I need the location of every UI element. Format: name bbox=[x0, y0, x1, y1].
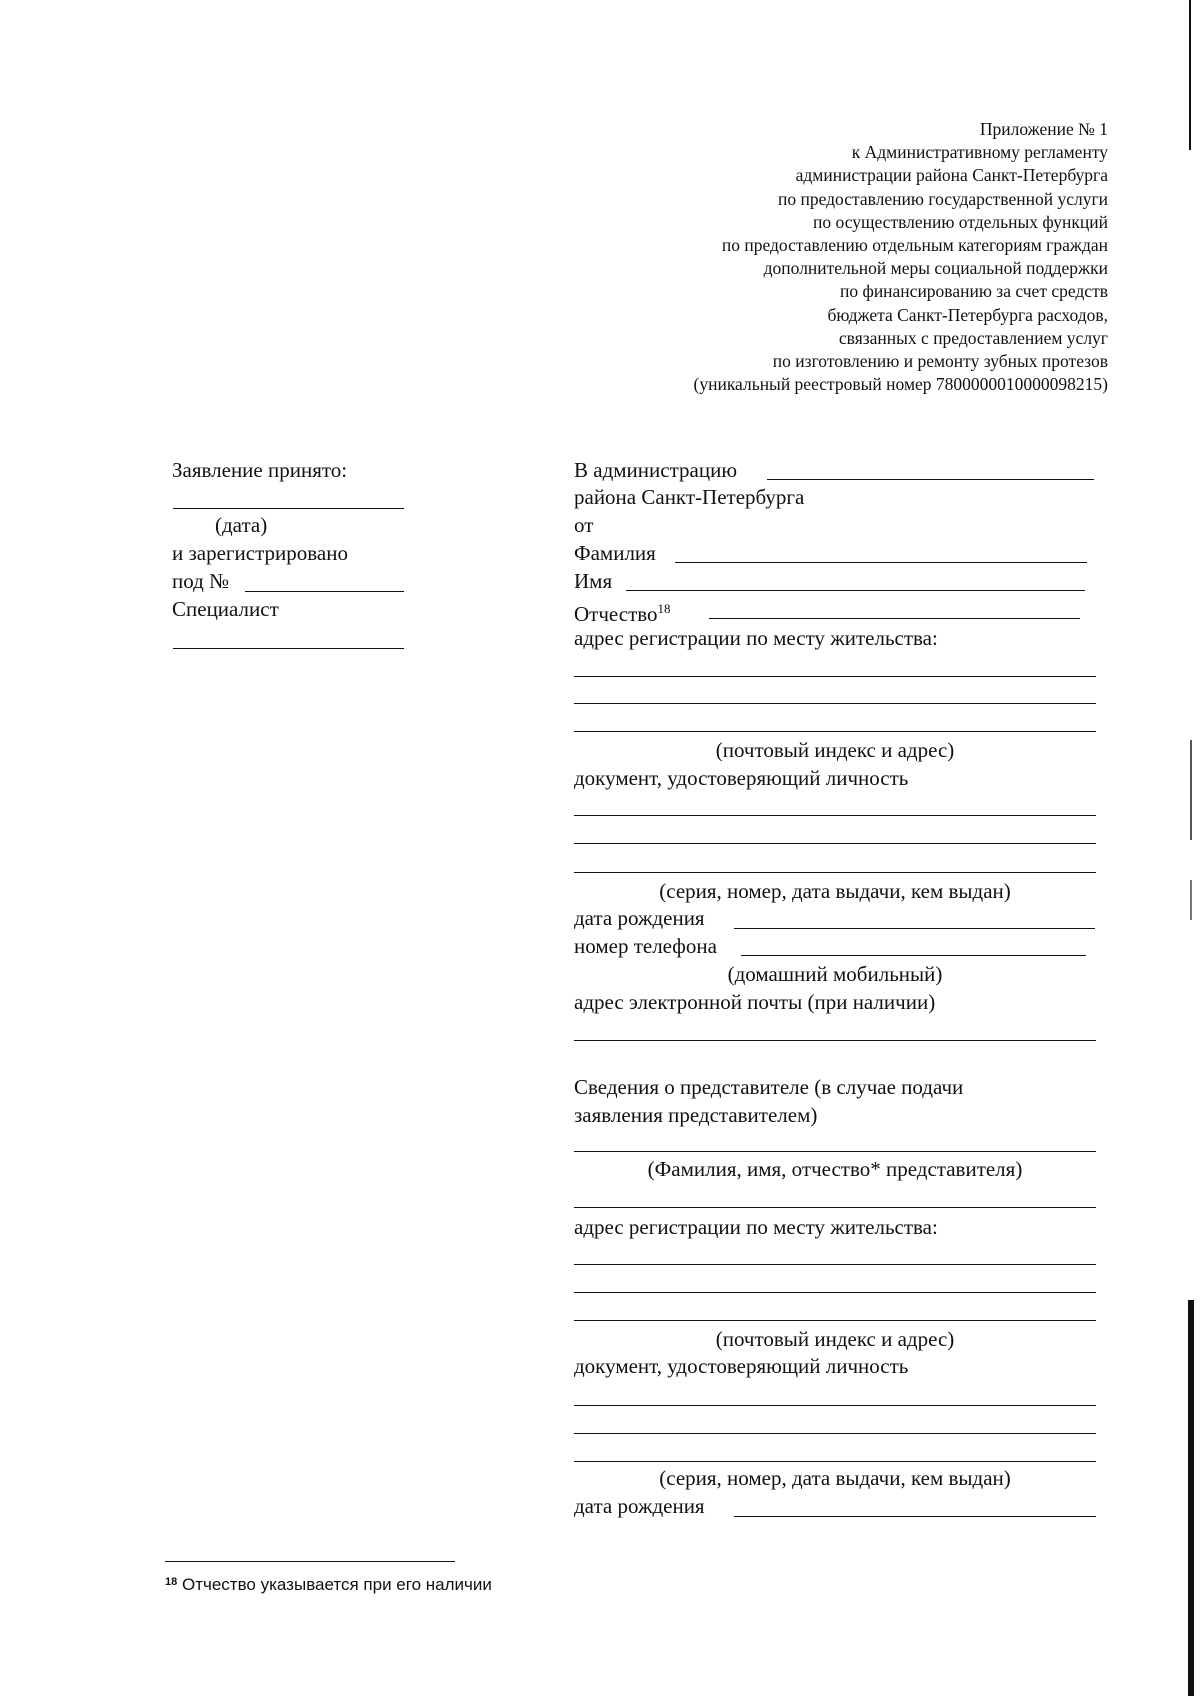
header-line: дополнительной меры социальной поддержки bbox=[763, 258, 1108, 279]
rep-address-line-3[interactable] bbox=[574, 1320, 1096, 1321]
registered-label: и зарегистрировано bbox=[172, 541, 348, 565]
rep-id-doc-line-2[interactable] bbox=[574, 1433, 1096, 1434]
email-line[interactable] bbox=[574, 1040, 1096, 1041]
footnote-text: Отчество указывается при его наличии bbox=[181, 1575, 492, 1594]
surname-line[interactable] bbox=[675, 562, 1087, 563]
rep-series-caption: (серия, номер, дата выдачи, кем выдан) bbox=[659, 1466, 1011, 1490]
surname-label: Фамилия bbox=[574, 541, 656, 565]
from-label: от bbox=[574, 513, 594, 537]
specialist-label: Специалист bbox=[172, 597, 279, 621]
series-caption: (серия, номер, дата выдачи, кем выдан) bbox=[659, 879, 1011, 903]
id-doc-line-1[interactable] bbox=[574, 815, 1096, 816]
footnote-separator bbox=[165, 1561, 455, 1562]
patronymic-line[interactable] bbox=[709, 618, 1080, 619]
rep-fio-caption: (Фамилия, имя, отчество* представителя) bbox=[647, 1157, 1023, 1181]
birth-date-line[interactable] bbox=[734, 928, 1095, 929]
to-admin-label: В администрацию bbox=[574, 458, 738, 482]
email-label: адрес электронной почты (при наличии) bbox=[574, 990, 936, 1014]
header-line: по предоставлению отдельным категориям граждан bbox=[721, 235, 1108, 256]
scan-edge-mark bbox=[1190, 880, 1192, 920]
header-line: по осуществлению отдельных функций bbox=[813, 211, 1108, 232]
name-label: Имя bbox=[574, 569, 613, 593]
rep-birth-date-line[interactable] bbox=[734, 1516, 1096, 1517]
admin-line[interactable] bbox=[767, 479, 1094, 480]
scan-edge-bar bbox=[1188, 1300, 1194, 1696]
date-caption: (дата) bbox=[215, 513, 268, 537]
id-doc-line-2[interactable] bbox=[574, 843, 1096, 844]
reg-number-line[interactable] bbox=[245, 591, 404, 592]
rep-id-doc-line-1[interactable] bbox=[574, 1405, 1096, 1406]
id-doc-label: документ, удостоверяющий личность bbox=[574, 766, 909, 790]
rep-postal-caption: (почтовый индекс и адрес) bbox=[715, 1327, 955, 1351]
phone-label: номер телефона bbox=[574, 934, 717, 958]
rep-address-line-1[interactable] bbox=[574, 1264, 1096, 1265]
address-line-1[interactable] bbox=[574, 676, 1096, 677]
header-line: по предоставлению государственной услуги bbox=[778, 188, 1108, 209]
number-label: под № bbox=[172, 569, 230, 593]
rep-reg-address-label: адрес регистрации по месту жительства: bbox=[574, 1215, 938, 1239]
accepted-label: Заявление принято: bbox=[172, 458, 348, 482]
header-line: по финансированию за счет средств bbox=[839, 281, 1108, 302]
phone-hint: (домашний мобильный) bbox=[727, 962, 943, 986]
header-line: связанных с предоставлением услуг bbox=[838, 327, 1108, 348]
rep-birth-date-label: дата рождения bbox=[574, 1494, 705, 1518]
birth-date-label: дата рождения bbox=[574, 906, 705, 930]
footnote-ref: 18 bbox=[657, 601, 671, 616]
scan-edge-mark bbox=[1189, 0, 1191, 150]
rep-extra-line[interactable] bbox=[574, 1207, 1096, 1208]
header-line: Приложение № 1 bbox=[979, 119, 1108, 139]
footnote bbox=[165, 1575, 492, 1595]
header-line: к Административному регламенту bbox=[851, 142, 1108, 163]
rep-info-line-2: заявления представителем) bbox=[574, 1103, 818, 1127]
appendix-header bbox=[548, 118, 1108, 396]
header-line: бюджета Санкт-Петербурга расходов, bbox=[827, 304, 1108, 325]
scan-edge-mark bbox=[1190, 740, 1192, 840]
rep-address-line-2[interactable] bbox=[574, 1292, 1096, 1293]
rep-info-line-1: Сведения о представителе (в случае подачи bbox=[574, 1075, 964, 1099]
address-line-3[interactable] bbox=[574, 731, 1096, 732]
header-line: по изготовлению и ремонту зубных протезов bbox=[772, 351, 1108, 372]
address-line-2[interactable] bbox=[574, 703, 1096, 704]
name-line[interactable] bbox=[626, 590, 1085, 591]
rep-id-doc-line-3[interactable] bbox=[574, 1461, 1096, 1462]
id-doc-line-3[interactable] bbox=[574, 872, 1096, 873]
footnote-number: 18 bbox=[165, 1576, 178, 1588]
patronymic-label: Отчество$^{18}$ bbox=[574, 601, 671, 626]
postal-caption: (почтовый индекс и адрес) bbox=[715, 738, 955, 762]
reg-address-label: адрес регистрации по месту жительства: bbox=[574, 626, 938, 650]
specialist-line[interactable] bbox=[173, 648, 404, 649]
header-line: (уникальный реестровый номер 7800000010000098215) bbox=[693, 374, 1108, 395]
rep-fio-line[interactable] bbox=[574, 1151, 1096, 1152]
rep-id-doc-label: документ, удостоверяющий личность bbox=[574, 1354, 909, 1378]
phone-line[interactable] bbox=[741, 955, 1086, 956]
accepted-date-line[interactable] bbox=[173, 508, 404, 509]
header-line: администрации района Санкт-Петербурга bbox=[795, 165, 1108, 186]
district-label: района Санкт-Петербурга bbox=[574, 485, 805, 509]
